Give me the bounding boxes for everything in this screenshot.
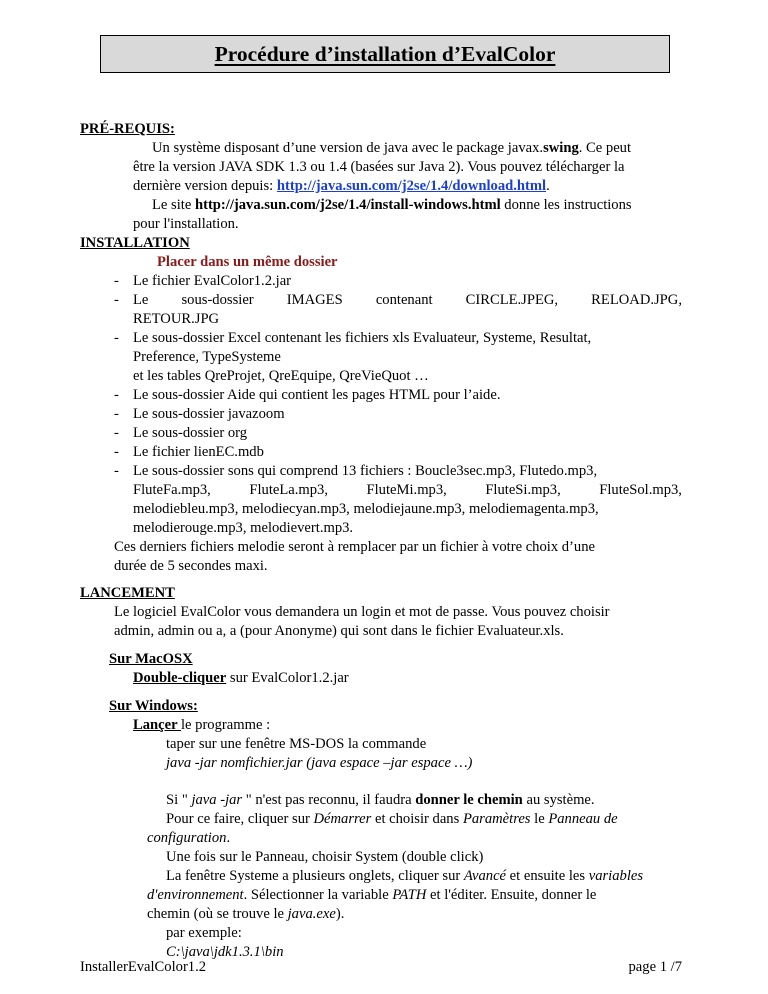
lancement-line-2: admin, admin ou a, a (pour Anonyme) qui sont dans le fichier Evaluateur.xls. (114, 623, 564, 639)
lancement-line-1: Le logiciel EvalColor vous demandera un login et mot de passe. Vous pouvez choisir (114, 604, 610, 620)
install-item-excel-cont: Preference, TypeSysteme (133, 349, 281, 365)
install-item-sons-melodies-cont: melodierouge.mp3, melodievert.mp3. (133, 520, 354, 536)
windows-path-line-2: Pour ce faire, cliquer sur Démarrer et choisir dans Paramètres le Panneau de (166, 811, 618, 827)
windows-path-line-3: configuration. (147, 830, 231, 846)
install-item-org: Le sous-dossier org (133, 425, 248, 441)
installation-heading: INSTALLATION (80, 235, 190, 251)
windows-command-intro: taper sur une fenêtre MS-DOS la commande (166, 736, 427, 752)
install-item-sons: Le sous-dossier sons qui comprend 13 fichiers : Boucle3sec.mp3, Flutedo.mp3, (133, 463, 598, 479)
bullet-dash: - (114, 444, 119, 460)
windows-instruction: Lançer le programme : (133, 717, 271, 733)
install-item-mdb: Le fichier lienEC.mdb (133, 444, 264, 460)
install-item-jar: Le fichier EvalColor1.2.jar (133, 273, 292, 289)
windows-example-path: C:\java\jdk1.3.1\bin (166, 944, 284, 960)
install-item-sons-files: FluteFa.mp3, FluteLa.mp3, FluteMi.mp3, FluteSi.mp3, FluteSol.mp3, (133, 482, 682, 498)
windows-path-line-6: d'environnement. Sélectionner la variable PATH et l'éditer. Ensuite, donner le (147, 887, 597, 903)
windows-command: java -jar nomfichier.jar (java espace –jar espace …) (166, 755, 473, 771)
prereq-line-5: pour l'installation. (133, 216, 239, 232)
installation-subheading: Placer dans un même dossier (157, 254, 338, 270)
document-title: Procédure d’installation d’EvalColor (214, 42, 556, 66)
install-item-images-cont: RETOUR.JPG (133, 311, 220, 327)
install-item-excel-tables: et les tables QreProjet, QreEquipe, QreVieQuot … (133, 368, 429, 384)
install-item-excel: Le sous-dossier Excel contenant les fichiers xls Evaluateur, Systeme, Resultat, (133, 330, 592, 346)
prereq-line-3: dernière version depuis: http://java.sun.com/j2se/1.4/download.html. (133, 178, 550, 194)
windows-example-label: par exemple: (166, 925, 242, 941)
document-title-box (100, 35, 670, 73)
macosx-instruction: Double-cliquer sur EvalColor1.2.jar (133, 670, 349, 686)
install-windows-url: http://java.sun.com/j2se/1.4/install-windows.html (194, 197, 501, 213)
install-item-javazoom: Le sous-dossier javazoom (133, 406, 285, 422)
prereq-line-4: Le site http://java.sun.com/j2se/1.4/install-windows.html donne les instructions (152, 197, 632, 213)
bullet-dash: - (114, 406, 119, 422)
bullet-dash: - (114, 463, 119, 479)
macosx-heading: Sur MacOSX (109, 651, 193, 667)
install-item-sons-melodies: melodiebleu.mp3, melodiecyan.mp3, melodiejaune.mp3, melodiemagenta.mp3, (133, 501, 599, 517)
windows-path-line-5: La fenêtre Systeme a plusieurs onglets, cliquer sur Avancé et ensuite les variables (166, 868, 644, 884)
download-link[interactable]: http://java.sun.com/j2se/1.4/download.html (276, 178, 547, 194)
windows-heading: Sur Windows: (109, 698, 198, 714)
prereq-line-2: être la version JAVA SDK 1.3 ou 1.4 (basées sur Java 2). Vous pouvez télécharger la (133, 159, 625, 175)
footer-filename: InstallerEvalColor1.2 (80, 959, 207, 975)
bullet-dash: - (114, 292, 119, 308)
bullet-dash: - (114, 330, 119, 346)
prereq-heading: PRÉ-REQUIS: (80, 121, 175, 137)
prereq-line-1: Un système disposant d’une version de java avec le package javax.swing. Ce peut (152, 140, 632, 156)
footer-page-number: page 1 /7 (628, 959, 682, 975)
install-item-images: Le sous-dossier IMAGES contenant CIRCLE.JPEG, RELOAD.JPG, (133, 292, 682, 308)
windows-path-line-7: chemin (où se trouve le java.exe). (147, 906, 345, 922)
windows-path-line-1: Si " java -jar " n'est pas reconnu, il faudra donner le chemin au système. (166, 792, 595, 808)
installation-note-2: durée de 5 secondes maxi. (114, 558, 268, 574)
bullet-dash: - (114, 387, 119, 403)
lancement-heading: LANCEMENT (80, 585, 175, 601)
bullet-dash: - (114, 273, 119, 289)
installation-note-1: Ces derniers fichiers melodie seront à remplacer par un fichier à votre choix d’une (114, 539, 595, 555)
windows-path-line-4: Une fois sur le Panneau, choisir System (double click) (166, 849, 484, 865)
install-item-aide: Le sous-dossier Aide qui contient les pages HTML pour l’aide. (133, 387, 501, 403)
bullet-dash: - (114, 425, 119, 441)
